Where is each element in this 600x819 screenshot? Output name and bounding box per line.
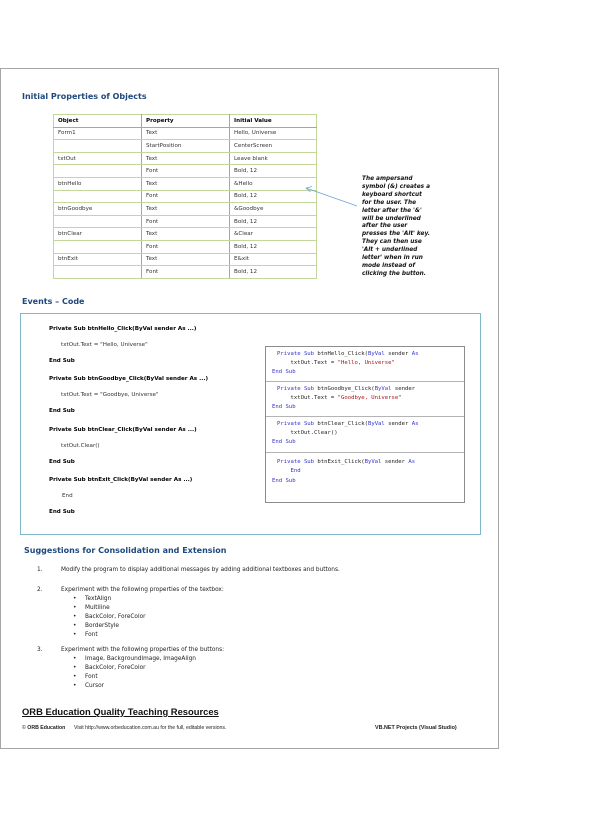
event-end: End Sub xyxy=(49,358,75,364)
cell-property: Text xyxy=(142,253,230,266)
code-line-body xyxy=(277,395,402,401)
event-header: Private Sub btnExit_Click(ByVal sender As ...) xyxy=(49,477,193,483)
cell-object xyxy=(54,215,142,228)
cell-property: Font xyxy=(142,240,230,253)
properties-table-body xyxy=(54,127,317,278)
table-row xyxy=(54,203,317,216)
code-editor-screenshot xyxy=(265,346,465,503)
suggestion-number: 1. xyxy=(37,567,43,573)
note-line: letter' when in run xyxy=(362,255,423,262)
note-line: letter after the '&' xyxy=(362,207,422,214)
table-row xyxy=(54,215,317,228)
event-header: Private Sub btnGoodbye_Click(ByVal sender As ...) xyxy=(49,376,209,382)
bullet-item xyxy=(73,595,146,604)
cell-object: txtOut xyxy=(54,152,142,165)
bullet-item xyxy=(73,631,146,640)
method-name: btnHello_Click( xyxy=(317,351,368,357)
footer-title: ORB Education Quality Teaching Resources xyxy=(22,706,219,717)
bullet-text: Multiline xyxy=(85,604,110,611)
table-row xyxy=(54,266,317,279)
keyword: Private Sub xyxy=(277,386,318,392)
code-line-body xyxy=(277,468,301,474)
note-line: keyboard shortcut xyxy=(362,191,422,198)
method-name: btnExit_Click( xyxy=(317,459,365,465)
table-row xyxy=(54,165,317,178)
event-header: Private Sub btnHello_Click(ByVal sender As ...) xyxy=(49,326,197,332)
cell-object xyxy=(54,266,142,279)
statement: txtOut.Clear() xyxy=(277,430,338,436)
bullet-text: BorderStyle xyxy=(85,622,119,629)
code-line-signature xyxy=(277,386,415,392)
bullet-icon: • xyxy=(73,682,77,689)
cell-object xyxy=(54,140,142,153)
properties-table xyxy=(53,114,317,279)
column-header-property: Property xyxy=(142,115,230,128)
code-line-signature xyxy=(277,421,419,427)
event-end: End Sub xyxy=(49,408,75,414)
bullet-icon: • xyxy=(73,596,77,602)
footer-copyright xyxy=(22,725,226,731)
cell-value: E&xit xyxy=(230,253,317,266)
cell-object: btnGoodbye xyxy=(54,203,142,216)
keyword: Private Sub xyxy=(277,351,318,357)
event-end: End Sub xyxy=(49,509,75,515)
keyword: As xyxy=(408,459,416,465)
keyword: Private Sub xyxy=(277,421,318,427)
heading-initial-properties: Initial Properties of Objects xyxy=(22,92,147,101)
bullet-icon: • xyxy=(73,613,77,620)
param: sender xyxy=(384,421,412,427)
param: sender xyxy=(381,459,409,465)
table-row xyxy=(54,228,317,241)
code-line-body xyxy=(277,360,395,366)
cell-property: Font xyxy=(142,190,230,203)
suggestion-text: Modify the program to display additional messages by adding additional textboxes and buttons. xyxy=(61,567,340,573)
note-line: They can then use xyxy=(362,239,422,246)
heading-events-code: Events – Code xyxy=(22,297,85,306)
note-line: symbol (&) creates a xyxy=(362,183,431,190)
note-line: after the user xyxy=(362,223,408,230)
footer-brand: ORB Education xyxy=(27,725,66,731)
cell-object: btnHello xyxy=(54,177,142,190)
bullet-item xyxy=(73,622,146,631)
cell-property: Text xyxy=(142,127,230,140)
keyword: Private Sub xyxy=(277,459,318,465)
code-line-end: End Sub xyxy=(272,478,296,484)
keyword: As xyxy=(411,421,419,427)
suggestion-bullets xyxy=(73,655,196,691)
bullet-text: Font xyxy=(85,631,98,638)
note-line: will be underlined xyxy=(362,215,421,222)
cell-object xyxy=(54,190,142,203)
event-end: End Sub xyxy=(49,459,75,465)
keyword: ByVal xyxy=(367,421,385,427)
bullet-icon: • xyxy=(73,656,77,662)
cell-value: &Goodbye xyxy=(230,203,317,216)
cell-object: btnExit xyxy=(54,253,142,266)
note-line: mode instead of xyxy=(362,262,415,269)
event-body: End xyxy=(62,493,73,499)
cell-value: CenterScreen xyxy=(230,140,317,153)
footer-visit-text: Visit http://www.orbeducation.com.au for the full, editable versions. xyxy=(73,725,227,731)
table-header-row xyxy=(54,115,317,128)
string-literal: "Hello, Universe" xyxy=(337,360,395,366)
cell-value: Bold, 12 xyxy=(230,215,317,228)
table-row xyxy=(54,253,317,266)
keyword: ByVal xyxy=(374,386,392,392)
bullet-item xyxy=(73,613,146,622)
statement: txtOut.Text = xyxy=(277,395,338,401)
bullet-icon: • xyxy=(73,673,77,680)
code-block xyxy=(266,382,464,417)
column-header-object: Object xyxy=(54,115,142,128)
code-block xyxy=(266,347,464,382)
suggestion-bullets xyxy=(73,595,146,639)
ampersand-note xyxy=(362,176,462,279)
event-body: txtOut.Clear() xyxy=(61,443,100,449)
code-line-body xyxy=(277,430,338,436)
cell-value: Bold, 12 xyxy=(230,240,317,253)
method-name: btnClear_Click( xyxy=(317,421,368,427)
cell-property: Text xyxy=(142,228,230,241)
suggestion-number: 2. xyxy=(37,587,43,593)
suggestion-text: Experiment with the following properties of the textbox: xyxy=(61,587,224,593)
cell-property: Text xyxy=(142,203,230,216)
keyword: ByVal xyxy=(364,459,382,465)
code-line-end: End Sub xyxy=(272,439,296,445)
code-line-signature xyxy=(277,351,419,357)
note-line: clicking the button. xyxy=(362,270,426,277)
bullet-item xyxy=(73,604,146,613)
param: sender xyxy=(391,386,416,392)
cell-value: &Clear xyxy=(230,228,317,241)
cell-property: StartPosition xyxy=(142,140,230,153)
cell-value: Bold, 12 xyxy=(230,266,317,279)
bullet-text: Image, BackgroundImage, ImageAlign xyxy=(85,656,196,662)
param: sender xyxy=(384,351,412,357)
note-arrow xyxy=(300,180,370,212)
cell-property: Font xyxy=(142,215,230,228)
table-row xyxy=(54,240,317,253)
cell-value: &Hello xyxy=(230,177,317,190)
suggestion-text: Experiment with the following properties of the buttons: xyxy=(61,647,225,653)
bullet-text: Cursor xyxy=(85,682,105,689)
cell-property: Font xyxy=(142,165,230,178)
bullet-item xyxy=(73,664,196,673)
string-literal: "Goodbye, Universe" xyxy=(337,395,402,401)
suggestion-number: 3. xyxy=(37,647,43,653)
cell-value: Leave blank xyxy=(230,152,317,165)
code-block xyxy=(266,453,464,503)
bullet-item xyxy=(73,673,196,682)
cell-object: btnClear xyxy=(54,228,142,241)
bullet-icon: • xyxy=(73,631,77,638)
cell-object xyxy=(54,240,142,253)
bullet-icon: • xyxy=(73,664,77,671)
keyword: As xyxy=(411,351,419,357)
note-line: presses the 'Alt' key. xyxy=(362,231,430,238)
cell-value: Bold, 12 xyxy=(230,190,317,203)
keyword: End xyxy=(277,468,301,474)
bullet-item xyxy=(73,655,196,664)
heading-suggestions: Suggestions for Consolidation and Extension xyxy=(24,546,227,555)
note-line: for the user. The xyxy=(362,199,417,206)
code-line-signature xyxy=(277,459,415,465)
keyword: ByVal xyxy=(367,351,385,357)
cell-value: Hello, Universe xyxy=(230,127,317,140)
code-line-end: End Sub xyxy=(272,404,296,410)
cell-property: Font xyxy=(142,266,230,279)
bullet-icon: • xyxy=(73,622,77,629)
cell-property: Text xyxy=(142,152,230,165)
statement: txtOut.Text = xyxy=(277,360,338,366)
copyright-symbol: © xyxy=(22,725,26,731)
table-row xyxy=(54,152,317,165)
table-row xyxy=(54,140,317,153)
bullet-text: BackColor, ForeColor xyxy=(85,664,146,671)
bullet-icon: • xyxy=(73,604,77,611)
cell-property: Text xyxy=(142,177,230,190)
cell-object: Form1 xyxy=(54,127,142,140)
bullet-text: TextAlign xyxy=(85,596,112,602)
note-line: 'Alt + underlined xyxy=(362,247,418,254)
bullet-text: Font xyxy=(85,673,98,680)
event-body: txtOut.Text = "Hello, Universe" xyxy=(61,342,148,348)
table-row xyxy=(54,190,317,203)
method-name: btnGoodbye_Click( xyxy=(317,386,375,392)
table-row xyxy=(54,127,317,140)
arrow-line xyxy=(306,188,357,206)
column-header-initial-value: Initial Value xyxy=(230,115,317,128)
event-body: txtOut.Text = "Goodbye, Universe" xyxy=(61,392,159,398)
bullet-item xyxy=(73,682,196,691)
cell-object xyxy=(54,165,142,178)
cell-value: Bold, 12 xyxy=(230,165,317,178)
note-line: The ampersand xyxy=(362,176,413,182)
code-line-end: End Sub xyxy=(272,369,296,375)
table-row xyxy=(54,177,317,190)
event-header: Private Sub btnClear_Click(ByVal sender As ...) xyxy=(49,427,197,433)
bullet-text: BackColor, ForeColor xyxy=(85,613,146,620)
footer-product: VB.NET Projects (Visual Studio) xyxy=(375,725,457,731)
code-block xyxy=(266,417,464,453)
